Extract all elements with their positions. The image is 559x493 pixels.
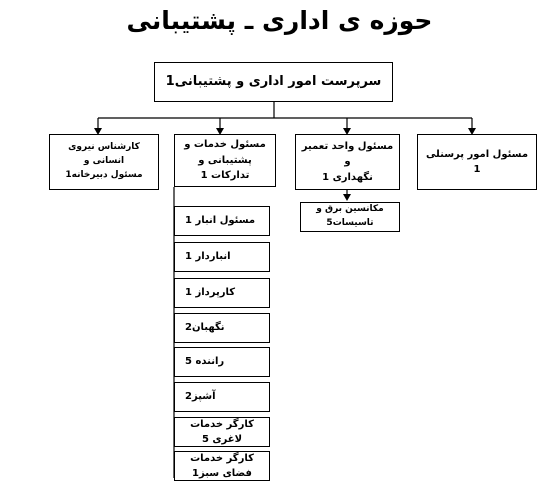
dept-box-hr[interactable] — [49, 134, 159, 190]
arrowhead-maintenance-sub — [343, 194, 351, 201]
staff-box-8[interactable] — [174, 451, 270, 481]
staff-box-2[interactable] — [174, 242, 270, 272]
maintenance-sub-box[interactable] — [300, 202, 400, 232]
dept-personnel-line1: مسئول امور پرسنلی 1 — [425, 148, 529, 175]
dept-box-services[interactable] — [174, 134, 276, 187]
staff-label: نگهبان2 — [185, 322, 225, 334]
dept-maintenance-line2: نگهداری 1 — [322, 171, 373, 183]
staff-label: مسئول انبار 1 — [185, 215, 256, 227]
staff-box-1[interactable] — [174, 206, 270, 236]
root-label: سرپرست امور اداری و پشتیبانی1 — [165, 73, 382, 89]
staff-box-5[interactable] — [174, 347, 270, 377]
dept-maintenance-line1: مسئول واحد تعمیر و — [301, 140, 394, 168]
dept-hr-line2: مسئول دبیرخانه1 — [65, 169, 143, 180]
dept-services-line2: پشتیبانی و تدارکات 1 — [198, 154, 252, 182]
staff-label: کارگر خدمات فضای سبز1 — [190, 452, 254, 479]
staff-label: انباردار 1 — [185, 251, 231, 263]
staff-box-3[interactable] — [174, 278, 270, 308]
dept-box-maintenance[interactable] — [295, 134, 400, 190]
dept-box-personnel[interactable] — [417, 134, 537, 190]
staff-box-6[interactable] — [174, 382, 270, 412]
staff-box-7[interactable] — [174, 417, 270, 447]
dept-services-line1: مسئول خدمات و — [184, 139, 266, 151]
staff-box-4[interactable] — [174, 313, 270, 343]
staff-label: آشپز2 — [185, 391, 216, 403]
staff-label: کارگر خدمات لاغری 5 — [190, 418, 254, 445]
staff-label: راننده 5 — [185, 356, 225, 368]
dept-hr-line1: کارشناس نیروی انسانی و — [68, 142, 140, 167]
maintenance-sub-label: مکانسین برق و تاسیسات5 — [316, 204, 384, 228]
staff-label: کارپرداز 1 — [185, 287, 236, 299]
root-box[interactable] — [154, 62, 393, 102]
chart-title: حوزه ی اداری ـ پشتیبانی — [126, 6, 433, 35]
